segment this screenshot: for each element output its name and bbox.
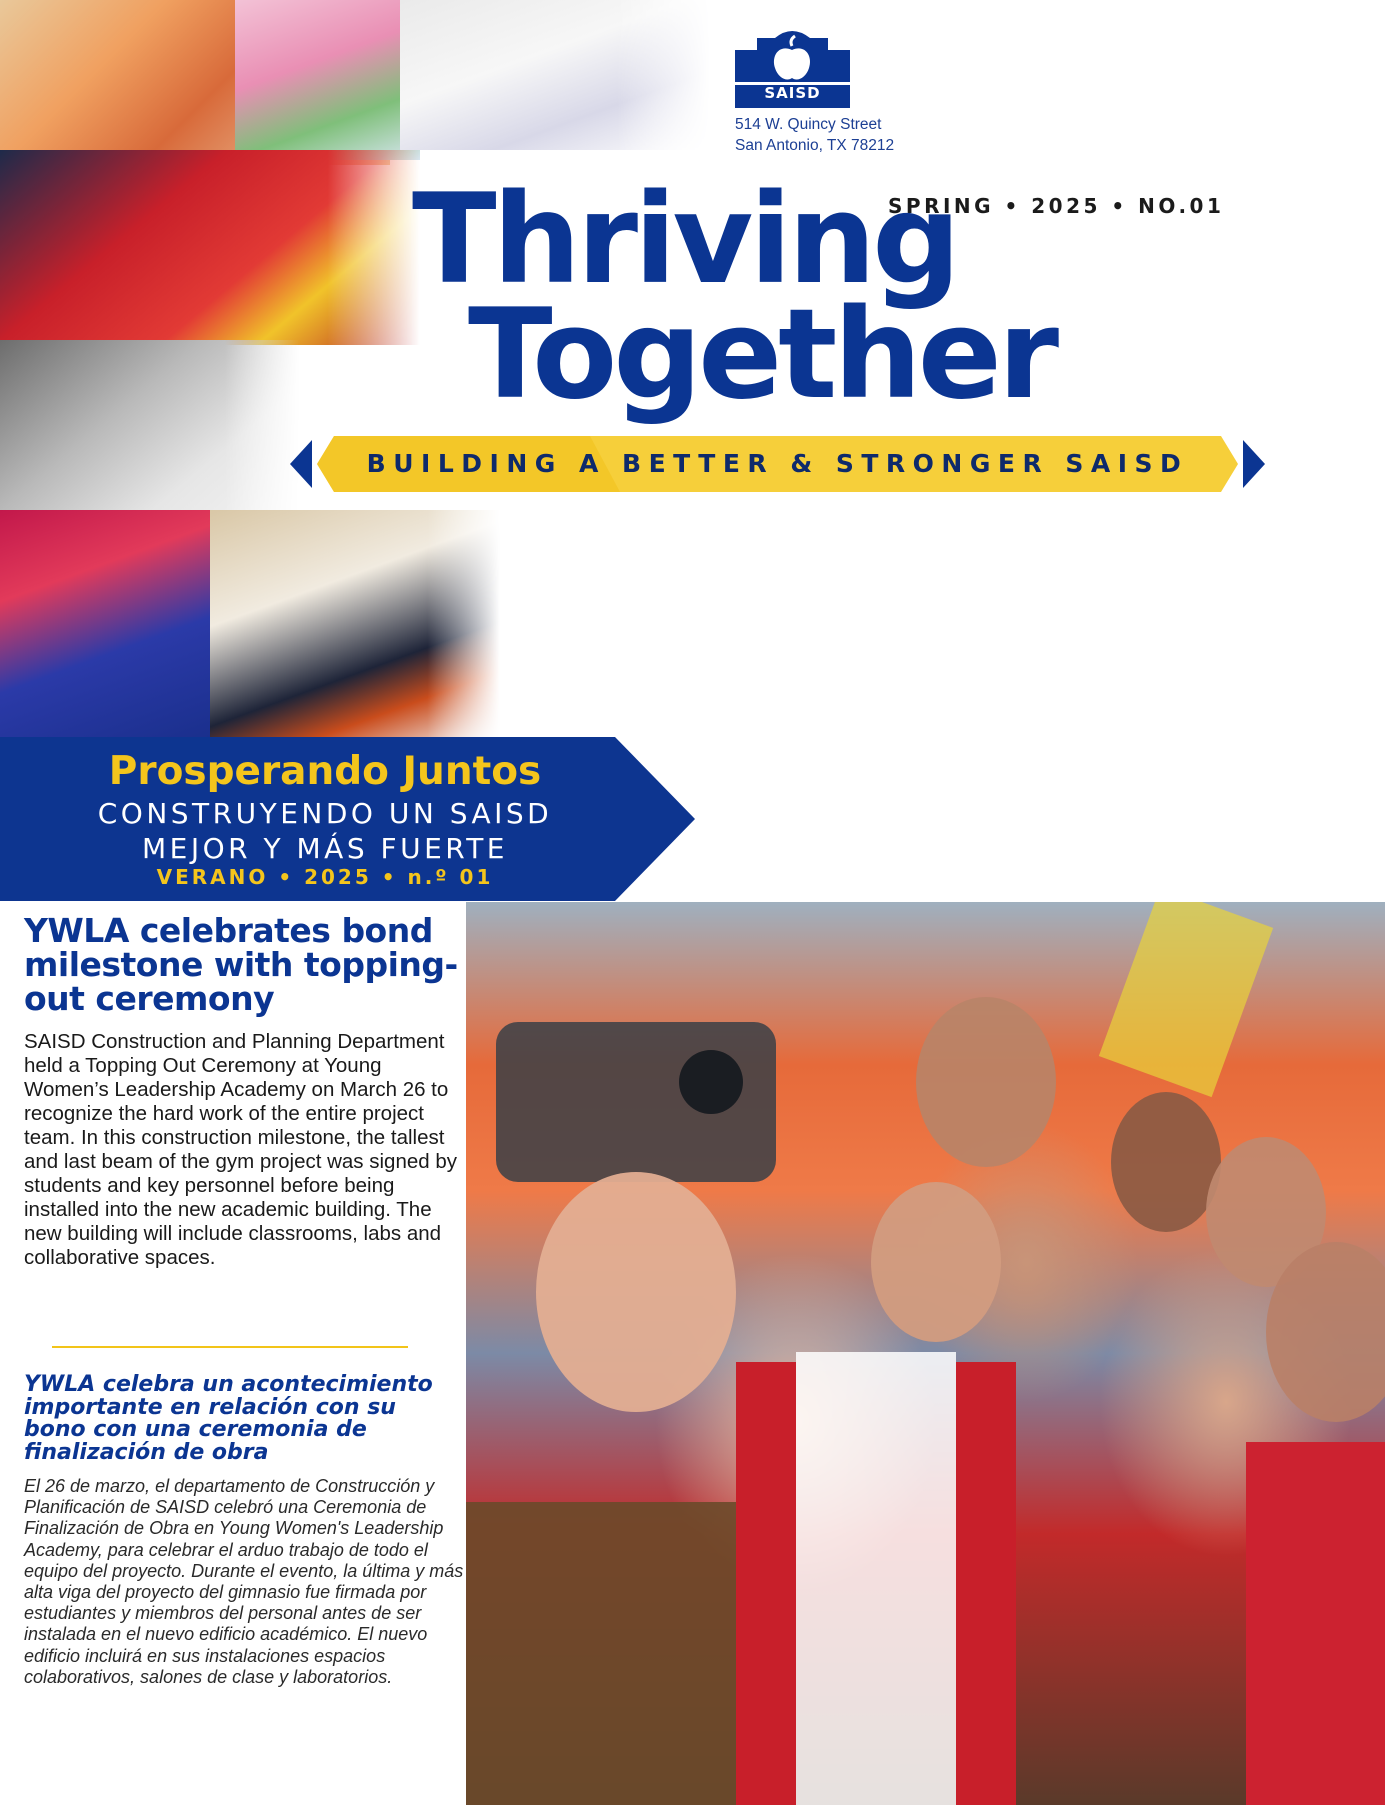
masthead-title-line-1: Thriving <box>412 168 957 312</box>
article-headline-spanish: YWLA celebra un acontecimiento importante en relación con su bono con una ceremonia de finalización de obra <box>24 1372 433 1465</box>
article-body: SAISD Construction and Planning Department held a Topping Out Ceremony at Young Women’s Leadership Academy on March 26 to recognize the hard work of the entire project team. In this construction milestone, the tallest and last beam of the gym project was signed by students and key personnel before being installed into the new academic building. The new building will include classrooms, labs and collaborative spaces. <box>24 1030 458 1269</box>
spanish-subtitle-line-1: CONSTRUYENDO UN SAISD <box>97 797 553 830</box>
address-block <box>735 114 894 156</box>
photo-student-with-administrator <box>210 510 500 738</box>
section-divider <box>52 1346 408 1348</box>
photo-boy-with-bowtie <box>400 0 710 150</box>
photo-students-selfie-construction-site <box>466 902 1385 1805</box>
issue-label: SPRING • 2025 • NO.01 <box>888 194 1225 218</box>
spanish-issue-label: VERANO • 2025 • n.º 01 <box>156 865 494 889</box>
article-body-spanish: El 26 de marzo, el departamento de Construcción y Planificación de SAISD celebró una Ceremonia de Finalización de Obra en Young Women's Leadership Academy, para celebrar el arduo trabajo de todo el equipo del proyecto. Durante el evento, la última y más alta viga del proyecto del gimnasio fue firmada por estudiantes y miembros del personal antes de ser instalada en el nuevo edificio académico. El nuevo edificio incluirá en sus instalaciones espacios colaborativos, salones de clase y laboratorios. <box>24 1476 464 1687</box>
logo-wordmark: SAISD <box>764 84 821 102</box>
saisd-logo <box>735 22 850 108</box>
masthead-title-line-2: Together <box>468 283 1055 427</box>
tagline-banner <box>290 434 1265 494</box>
photo-graduate-celebrating <box>0 510 215 738</box>
address-line-2: San Antonio, TX 78212 <box>735 137 895 154</box>
photo-students-in-hard-hats <box>0 150 420 345</box>
spanish-subtitle-line-2: MEJOR Y MÁS FUERTE <box>142 832 508 865</box>
tagline-text: BUILDING A BETTER & STRONGER SAISD <box>366 449 1189 478</box>
photo-girls-with-flower-crowns <box>235 0 420 160</box>
photo-students-robotics <box>0 340 300 515</box>
spanish-title: Prosperando Juntos <box>108 749 542 794</box>
address-line-1: 514 W. Quincy Street <box>735 116 882 133</box>
selfie-photo-shapes <box>466 902 1385 1805</box>
article-headline: YWLA celebrates bond milestone with topping-out ceremony <box>24 911 458 1018</box>
spanish-title-banner <box>0 737 695 901</box>
